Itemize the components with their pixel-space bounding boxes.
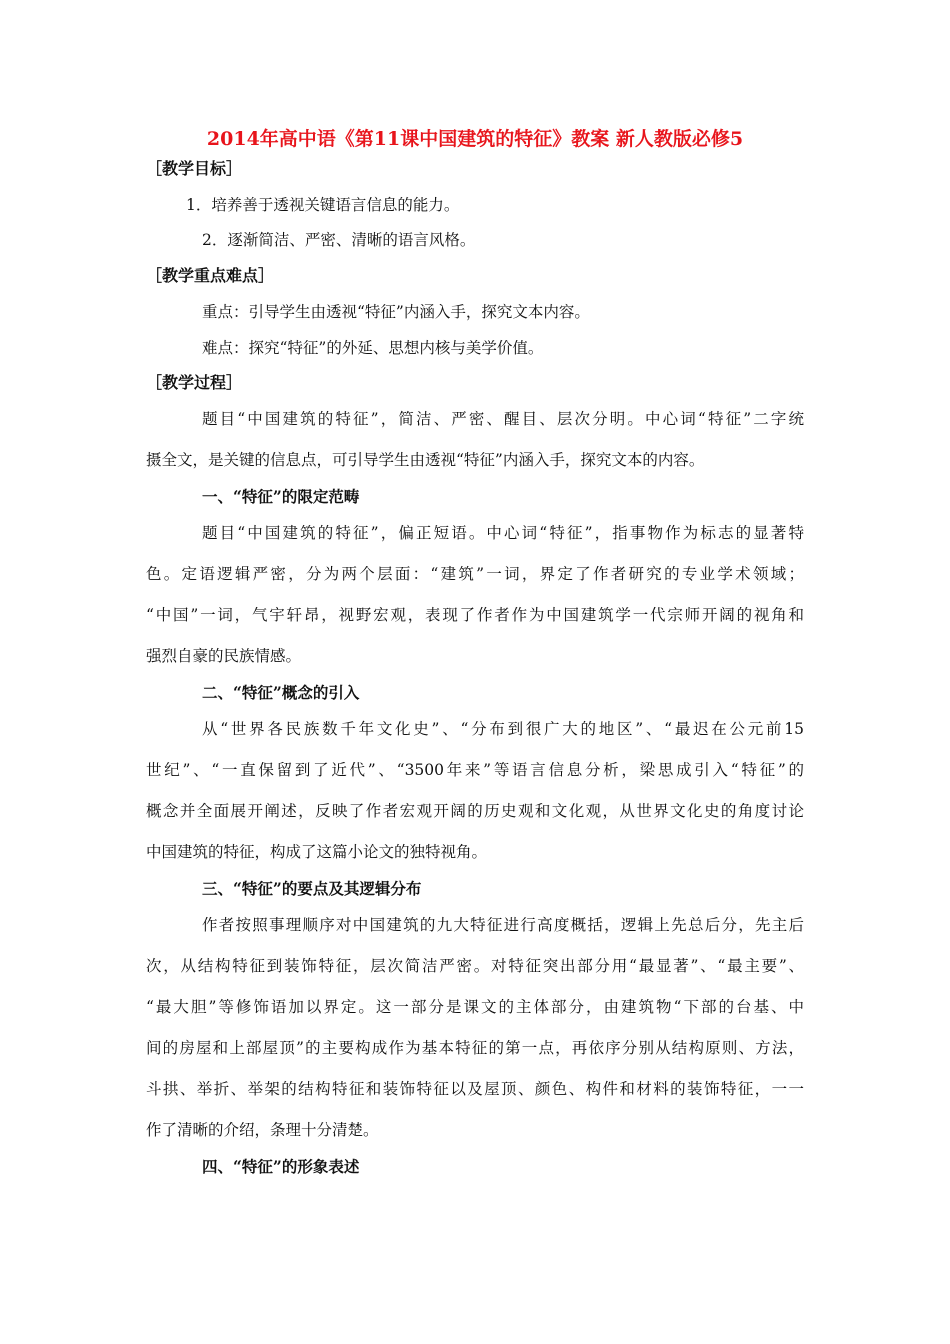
document-title: 2014年高中语《第11课中国建筑的特征》教案 新人教版必修5 bbox=[206, 128, 744, 150]
paragraph-line: 次，从结构特征到装饰特征，层次简洁严密。对特征突出部分用“最显著”、“最主要”、 bbox=[146, 957, 804, 975]
goal-item: 2．逐渐简洁、严密、清晰的语言风格。 bbox=[202, 231, 476, 249]
paragraph-line: 间的房屋和上部屋顶”的主要构成作为基本特征的第一点，再依序分别从结构原则、方法， bbox=[146, 1039, 804, 1057]
paragraph-line: 世纪”、“一直保留到了近代”、“3500年来”等语言信息分析，梁思成引入“特征”的 bbox=[146, 761, 804, 779]
paragraph-line: 中国建筑的特征，构成了这篇小论文的独特视角。 bbox=[146, 843, 488, 861]
paragraph-line: 题目“中国建筑的特征”，简洁、严密、醒目、层次分明。中心词“特征”二字统 bbox=[202, 410, 804, 428]
paragraph-line: 摄全文，是关键的信息点，可引导学生由透视“特征”内涵入手，探究文本的内容。 bbox=[146, 451, 705, 469]
paragraph-line: “最大胆”等修饰语加以界定。这一部分是课文的主体部分，由建筑物“下部的台基、中 bbox=[146, 998, 804, 1016]
goal-item: 1．培养善于透视关键语言信息的能力。 bbox=[186, 196, 460, 214]
part-heading-4: 四、“特征”的形象表述 bbox=[202, 1157, 360, 1176]
paragraph-line: 色。定语逻辑严密，分为两个层面：“建筑”一词，界定了作者研究的专业学术领域； bbox=[146, 565, 804, 583]
section-heading-key-points: ［教学重点难点］ bbox=[146, 266, 275, 285]
paragraph-line: 强烈自豪的民族情感。 bbox=[146, 647, 302, 665]
part-heading-1: 一、“特征”的限定范畴 bbox=[202, 487, 360, 506]
key-point-item: 难点：探究“特征”的外延、思想内核与美学价值。 bbox=[202, 339, 544, 357]
paragraph-line: 从“世界各民族数千年文化史”、“分布到很广大的地区”、“最迟在公元前15 bbox=[202, 720, 804, 738]
paragraph-line: 概念并全面展开阐述，反映了作者宏观开阔的历史观和文化观，从世界文化史的角度讨论 bbox=[146, 802, 804, 820]
paragraph-line: 斗拱、举折、举架的结构特征和装饰特征以及屋顶、颜色、构件和材料的装饰特征，一一 bbox=[146, 1080, 804, 1098]
part-heading-2: 二、“特征”概念的引入 bbox=[202, 683, 360, 702]
paragraph-line: 题目“中国建筑的特征”，偏正短语。中心词“特征”，指事物作为标志的显著特 bbox=[202, 524, 804, 542]
key-point-item: 重点：引导学生由透视“特征”内涵入手，探究文本内容。 bbox=[202, 303, 590, 321]
paragraph-line: 作者按照事理顺序对中国建筑的九大特征进行高度概括，逻辑上先总后分，先主后 bbox=[202, 916, 804, 934]
paragraph-line: “中国”一词，气宇轩昂，视野宏观，表现了作者作为中国建筑学一代宗师开阔的视角和 bbox=[146, 606, 804, 624]
paragraph-line: 作了清晰的介绍，条理十分清楚。 bbox=[146, 1121, 379, 1139]
section-heading-goals: ［教学目标］ bbox=[146, 159, 243, 178]
part-heading-3: 三、“特征”的要点及其逻辑分布 bbox=[202, 879, 422, 898]
section-heading-process: ［教学过程］ bbox=[146, 373, 243, 392]
